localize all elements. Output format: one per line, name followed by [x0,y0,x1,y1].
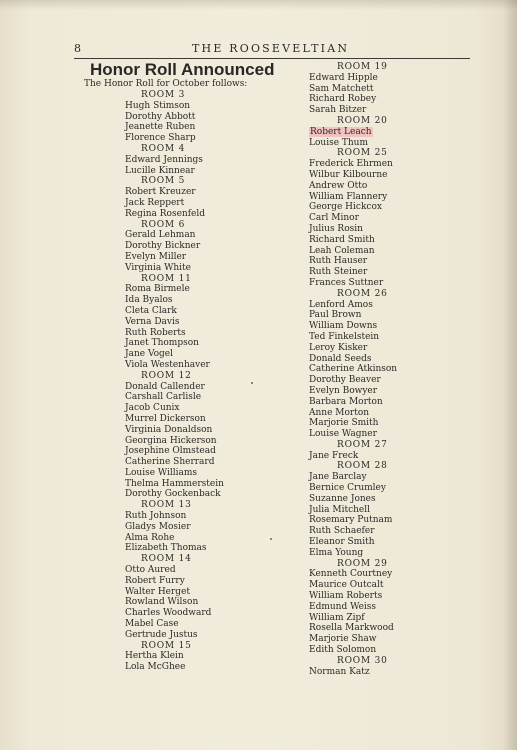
student-name [125,489,224,500]
student-name [309,591,397,602]
student-name-text: Anne Morton [309,407,370,418]
student-name [309,94,397,105]
student-name [309,354,397,365]
student-name-text: Robert Kreuzer [125,187,196,198]
student-name [309,386,397,397]
student-name [309,202,397,213]
student-name-text: Roma Birmele [125,284,190,295]
student-name-text: Evelyn Bowyer [309,385,378,396]
student-name-text: Leah Coleman [309,245,375,256]
student-name [309,634,397,645]
student-name [125,122,224,133]
student-name [309,526,397,537]
student-name [125,360,224,371]
room-heading [125,500,224,511]
student-name-text: Donald Callender [125,381,205,392]
running-header [74,42,470,56]
student-name-text: Regina Rosenfeld [125,208,205,219]
student-name [125,209,224,220]
student-name-text: Suzanne Jones [309,493,376,504]
student-name-text: Florence Sharp [125,133,196,144]
student-name-text: Maurice Outcalt [309,580,384,591]
student-name-text: Cleta Clark [125,305,177,316]
student-name-text: Ida Byalos [125,295,173,306]
room-heading-text: ROOM 5 [141,176,186,187]
student-name-text: William Flannery [309,191,388,202]
student-name-text: Ruth Johnson [125,511,187,522]
student-name-text: Lola McGhee [125,662,186,673]
room-heading-text: ROOM 11 [141,273,192,284]
page-top-shadow [0,0,517,10]
room-heading [125,641,224,652]
student-name [125,651,224,662]
student-name [125,533,224,544]
page-number: 8 [74,42,84,55]
student-name [125,468,224,479]
student-name-text: Ruth Roberts [125,327,186,338]
student-name-text: Ruth Steiner [309,267,368,278]
student-name-text: Richard Robey [309,94,377,105]
student-name-text: Carl Minor [309,213,359,224]
student-name [309,364,397,375]
student-name-text: Louise Wagner [309,429,377,440]
room-heading-text: ROOM 28 [337,461,388,472]
student-name [125,241,224,252]
room-heading-text: ROOM 3 [141,90,186,100]
room-heading [309,656,397,667]
student-name [125,597,224,608]
room-heading [125,371,224,382]
student-name [309,375,397,386]
student-name-text: Catherine Sherrard [125,457,215,468]
student-name [125,263,224,274]
student-name [125,403,224,414]
room-heading [125,274,224,285]
student-name [125,349,224,360]
student-name-text: Mabel Case [125,619,179,630]
student-name [309,548,397,559]
student-name-text: Janet Thompson [125,338,199,349]
student-name [309,73,397,84]
student-name [125,166,224,177]
student-name-text: Josephine Olmstead [125,446,216,457]
student-name-text: Robert Leach [310,126,372,137]
student-name [309,321,397,332]
student-name-text: Jeanette Ruben [125,122,196,133]
room-heading [125,90,224,101]
student-name [125,133,224,144]
student-name [125,101,224,112]
room-heading-text: ROOM 30 [337,655,388,666]
student-name [309,494,397,505]
student-name [125,230,224,241]
student-name [309,580,397,591]
student-name [309,397,397,408]
student-name [125,543,224,554]
student-name-text: George Hickcox [309,202,382,213]
room-heading [309,62,397,73]
student-name-text: Leroy Kisker [309,342,368,353]
student-name-text: Dorothy Bickner [125,241,201,252]
room-heading [309,461,397,472]
student-name-text: Virginia White [125,262,191,273]
student-name-text: Robert Furry [125,575,185,586]
student-name [309,537,397,548]
room-heading [309,559,397,570]
student-name [309,515,397,526]
student-name-text: Dorothy Abbott [125,111,196,122]
student-name-text: Carshall Carlisle [125,392,202,403]
room-heading [309,148,397,159]
student-name-text: Andrew Otto [309,180,368,191]
room-heading [125,144,224,155]
student-name-text: Frederick Ehrmen [309,159,393,170]
student-name [125,187,224,198]
student-name [309,418,397,429]
student-name [309,278,397,289]
room-heading [125,554,224,565]
room-heading-text: ROOM 6 [141,219,186,230]
room-heading-text: ROOM 13 [141,500,192,511]
student-name-text: Evelyn Miller [125,251,187,262]
student-name [309,429,397,440]
student-name-text: Wilbur Kilbourne [309,169,388,180]
student-name-text: Marjorie Smith [309,418,379,429]
student-name [125,436,224,447]
room-heading-text: ROOM 29 [337,558,388,569]
room-heading-text: ROOM 14 [141,554,192,565]
student-name [125,457,224,468]
student-name-text: Otto Aured [125,565,176,576]
student-name-text: Gertrude Justus [125,629,198,640]
student-name [309,235,397,246]
student-name [125,155,224,166]
student-name [309,267,397,278]
student-name-text: William Downs [309,321,378,332]
student-name-text: William Zipf [309,612,365,623]
article-intro: The Honor Roll for October follows: [84,79,248,89]
student-name [125,619,224,630]
page-right-shadow [503,0,517,750]
student-name [125,608,224,619]
student-name [309,84,397,95]
student-name [309,623,397,634]
student-name [309,645,397,656]
student-name-text: Bernice Crumley [309,483,386,494]
student-name-text: Rowland Wilson [125,597,199,608]
student-name-text: Thelma Hammerstein [125,478,224,489]
paper-speck [270,538,272,540]
student-name-text: Louise Thum [309,137,369,148]
student-name-text: Viola Westenhaver [125,359,210,370]
student-name-text: Catherine Atkinson [309,364,398,375]
student-name [125,198,224,209]
student-name-text: Donald Seeds [309,353,372,364]
student-name [309,300,397,311]
student-name-text: Edmund Weiss [309,601,377,612]
student-name [309,192,397,203]
student-name [125,565,224,576]
student-name-text: Murrel Dickerson [125,413,206,424]
student-name-text: Hertha Klein [125,651,184,662]
student-name-text: Lenford Amos [309,299,373,310]
student-name-text: Jane Barclay [309,472,367,483]
student-name [125,414,224,425]
student-name [309,408,397,419]
student-name-text: Sam Matchett [309,83,374,94]
student-name [309,105,397,116]
honor-roll-column-left [125,90,224,673]
student-name [309,332,397,343]
student-name [309,181,397,192]
student-name [125,479,224,490]
paper-speck [251,382,253,384]
student-name-text: Edward Jennings [125,154,203,165]
student-name [309,505,397,516]
student-name-text: William Roberts [309,591,383,602]
student-name-text: Frances Suttner [309,277,384,288]
student-name-text: Jacob Cunix [125,403,180,414]
student-name-text: Dorothy Gockenback [125,489,221,500]
student-name [125,576,224,587]
student-name-text: Walter Herget [125,586,190,597]
student-name [125,252,224,263]
student-name-text: Georgina Hickerson [125,435,217,446]
honor-roll-column-right [309,62,397,677]
student-name [309,224,397,235]
student-name [125,522,224,533]
student-name-text: Jane Freck [309,450,359,461]
student-name [309,483,397,494]
student-name [309,667,397,678]
room-heading-text: ROOM 27 [337,439,388,450]
student-name [309,127,397,138]
student-name-text: Barbara Morton [309,396,383,407]
student-name-text: Ruth Hauser [309,256,368,267]
student-name [125,662,224,673]
student-name-text: Louise Williams [125,467,197,478]
student-name-text: Edward Hipple [309,72,378,83]
student-name [125,317,224,328]
student-name [309,451,397,462]
student-name [125,382,224,393]
student-name-text: Lucille Kinnear [125,165,195,176]
room-heading [125,176,224,187]
student-name-text: Dorothy Beaver [309,375,381,386]
student-name [125,630,224,641]
student-name [309,159,397,170]
room-heading-text: ROOM 15 [141,640,192,651]
student-name-text: Rosella Markwood [309,623,394,634]
student-name-text: Kenneth Courtney [309,569,393,580]
student-name-text: Hugh Stimson [125,100,191,111]
student-name-text: Gerald Lehman [125,230,196,241]
student-name [125,587,224,598]
room-heading-text: ROOM 25 [337,148,388,159]
student-name [125,284,224,295]
student-name [125,338,224,349]
room-heading-text: ROOM 20 [337,115,388,126]
student-name [125,295,224,306]
room-heading-text: ROOM 19 [337,62,388,72]
student-name-text: Marjorie Shaw [309,634,377,645]
room-heading [125,220,224,231]
room-heading-text: ROOM 4 [141,143,186,154]
student-name-text: Edith Solomon [309,645,377,656]
publication-title: THE ROOSEVELTIAN [192,42,350,55]
student-name [125,425,224,436]
room-heading [309,289,397,300]
student-name-text: Charles Woodward [125,608,212,619]
student-name [309,138,397,149]
student-name [309,569,397,580]
header-rule [74,58,470,59]
student-name-text: Gladys Mosier [125,521,191,532]
student-name [309,472,397,483]
student-name [309,213,397,224]
student-name-text: Paul Brown [309,310,362,321]
student-name-text: Ted Finkelstein [309,331,380,342]
student-name [309,170,397,181]
student-name [125,328,224,339]
student-name [125,446,224,457]
student-name-text: Julia Mitchell [309,504,371,515]
student-name-text: Rosemary Putnam [309,515,393,526]
student-name [309,613,397,624]
student-name [125,112,224,123]
student-name-text: Ruth Schaefer [309,526,375,537]
student-name [309,246,397,257]
student-name [309,256,397,267]
room-heading [309,440,397,451]
student-name-text: Verna Davis [125,316,180,327]
student-name-text: Norman Katz [309,666,370,677]
student-name-text: Virginia Donaldson [125,424,213,435]
room-heading-text: ROOM 12 [141,370,192,381]
student-name-text: Eleanor Smith [309,537,375,548]
student-name-text: Jane Vogel [125,349,174,360]
article-title: Honor Roll Announced [90,60,275,79]
student-name-text: Julius Rosin [309,223,363,234]
student-name-text: Elizabeth Thomas [125,543,207,554]
room-heading [309,116,397,127]
student-name-text: Jack Reppert [125,197,185,208]
student-name [125,306,224,317]
student-name [309,602,397,613]
room-heading-text: ROOM 26 [337,288,388,299]
student-name [125,511,224,522]
student-name [309,310,397,321]
student-name [125,392,224,403]
student-name-text: Elma Young [309,547,364,558]
student-name-text: Sarah Bitzer [309,105,367,116]
student-name-text: Alma Rohe [125,532,175,543]
student-name [309,343,397,354]
student-name-text: Richard Smith [309,234,375,245]
